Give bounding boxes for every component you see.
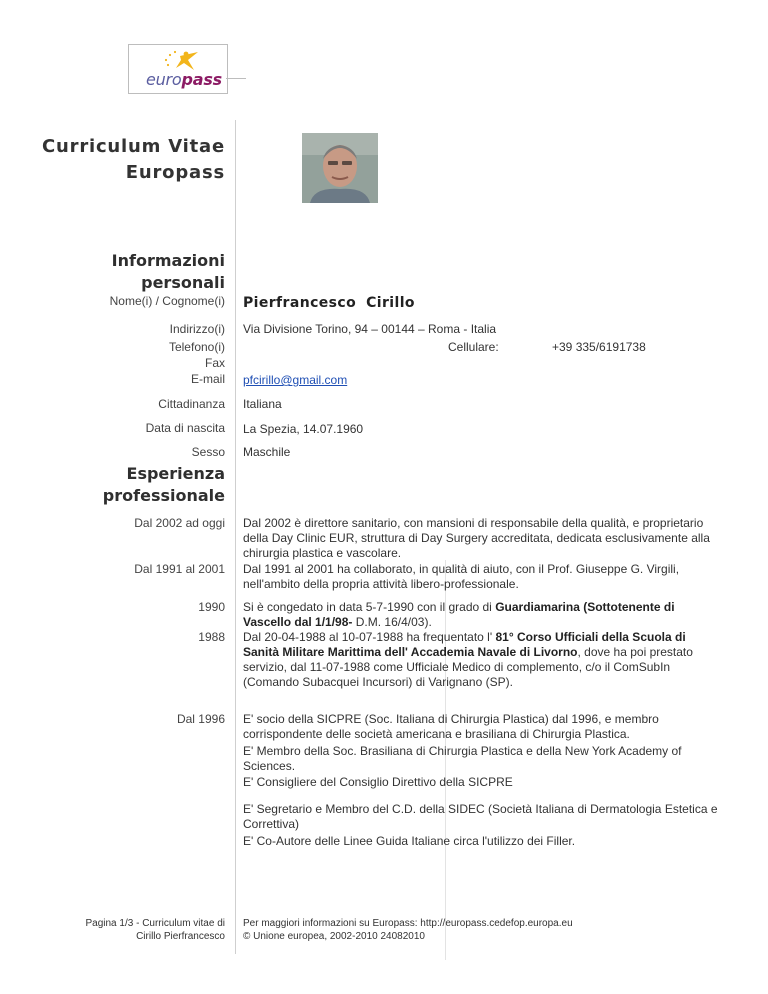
footer-europass-link[interactable]: Per maggiori informazioni su Europass: http://europass.cedefop.europa.eu — [243, 918, 573, 929]
label-address: Indirizzo(i) — [169, 322, 225, 336]
footer-copyright: © Unione europea, 2002-2010 24082010 — [243, 931, 425, 942]
first-name: Pierfrancesco — [243, 295, 357, 311]
period-1991: Dal 1991 al 2001 — [134, 562, 225, 576]
address-value: Via Divisione Torino, 94 – 00144 – Roma - Italia — [243, 322, 497, 336]
section-personal-info: Informazioni personali — [111, 251, 225, 292]
portrait-photo — [302, 133, 378, 203]
membership-council: E' Consigliere del Consiglio Direttivo della SICPRE — [243, 775, 513, 789]
column-divider — [235, 120, 236, 954]
label-citizenship: Cittadinanza — [158, 397, 225, 411]
experience-2002-text: Dal 2002 è direttore sanitario, con mansioni di responsabile della qualità, e proprietario della Day Clinic EUR, struttura di Day Surgery accreditata, dedicata esclusivamente alla chirurgia plastica e vascolare. — [243, 516, 710, 560]
logo-wordmark: europass — [145, 70, 222, 89]
sex-value: Maschile — [243, 445, 291, 459]
membership-sicpre: E' socio della SICPRE (Soc. Italiana di Chirurgia Plastica) dal 1996, e membro corrispondente delle società americana e brasiliana di Chirurgia Plastica. — [243, 712, 659, 741]
membership-sidec: E' Segretario e Membro del C.D. della SIDEC (Società Italiana di Dermatologia Estetica e Correttiva) — [243, 802, 718, 831]
period-1988: 1988 — [198, 630, 225, 644]
period-1996: Dal 1996 — [176, 712, 225, 726]
experience-1991-text: Dal 1991 al 2001 ha collaborato, in qualità di aiuto, con il Prof. Giuseppe G. Virgili, nell'ambito della propria attività libero-professionale. — [243, 562, 680, 591]
citizenship-value: Italiana — [243, 397, 282, 411]
label-name: Nome(i) / Cognome(i) — [109, 294, 225, 308]
membership-filler-guidelines: E' Co-Autore delle Linee Guida Italiane circa l'utilizzo dei Filler. — [243, 834, 576, 848]
europass-logo — [128, 44, 246, 96]
period-2002: Dal 2002 ad oggi — [134, 516, 225, 530]
label-email: E-mail — [190, 372, 225, 386]
label-birth: Data di nascita — [145, 421, 225, 435]
birth-value: La Spezia, 14.07.1960 — [243, 422, 364, 436]
section-experience: Esperienza professionale — [102, 464, 225, 505]
label-phone: Telefono(i) — [168, 340, 225, 354]
label-fax: Fax — [204, 356, 225, 370]
email-link[interactable]: pfcirillo@gmail.com — [243, 373, 348, 387]
period-1990: 1990 — [198, 600, 225, 614]
footer-page-info: Pagina 1/3 - Curriculum vitae di Cirillo Pierfrancesco — [85, 918, 225, 942]
person-name — [243, 295, 415, 311]
experience-1988-text: Dal 20-04-1988 al 10-07-1988 ha frequentato l' 81° Corso Ufficiali della Scuola di Sanità Militare Marittima dell' Accademia Navale di Livorno, dove ha poi prestato servizio, dal 11-07-1988 come Ufficiale Medico di complemento, c/o il ComSubIn (Comando Subacquei Incursori) di Varignano (SP). — [243, 630, 693, 689]
last-name: Cirillo — [366, 295, 415, 311]
label-mobile: Cellulare: — [448, 340, 499, 354]
experience-1990-text: Si è congedato in data 5-7-1990 con il grado di Guardiamarina (Sottotenente di Vascello dal 1/1/98- D.M. 16/4/03). — [243, 600, 675, 629]
footer-europass-info — [243, 917, 573, 943]
logo-frame-line — [226, 78, 246, 79]
cv-title: Curriculum Vitae Europass — [42, 136, 225, 183]
label-sex: Sesso — [191, 445, 225, 459]
mobile-value: +39 335/6191738 — [552, 340, 646, 354]
membership-brazil-nyas: E' Membro della Soc. Brasiliana di Chirurgia Plastica e della New York Academy of Sciences. — [243, 744, 682, 773]
